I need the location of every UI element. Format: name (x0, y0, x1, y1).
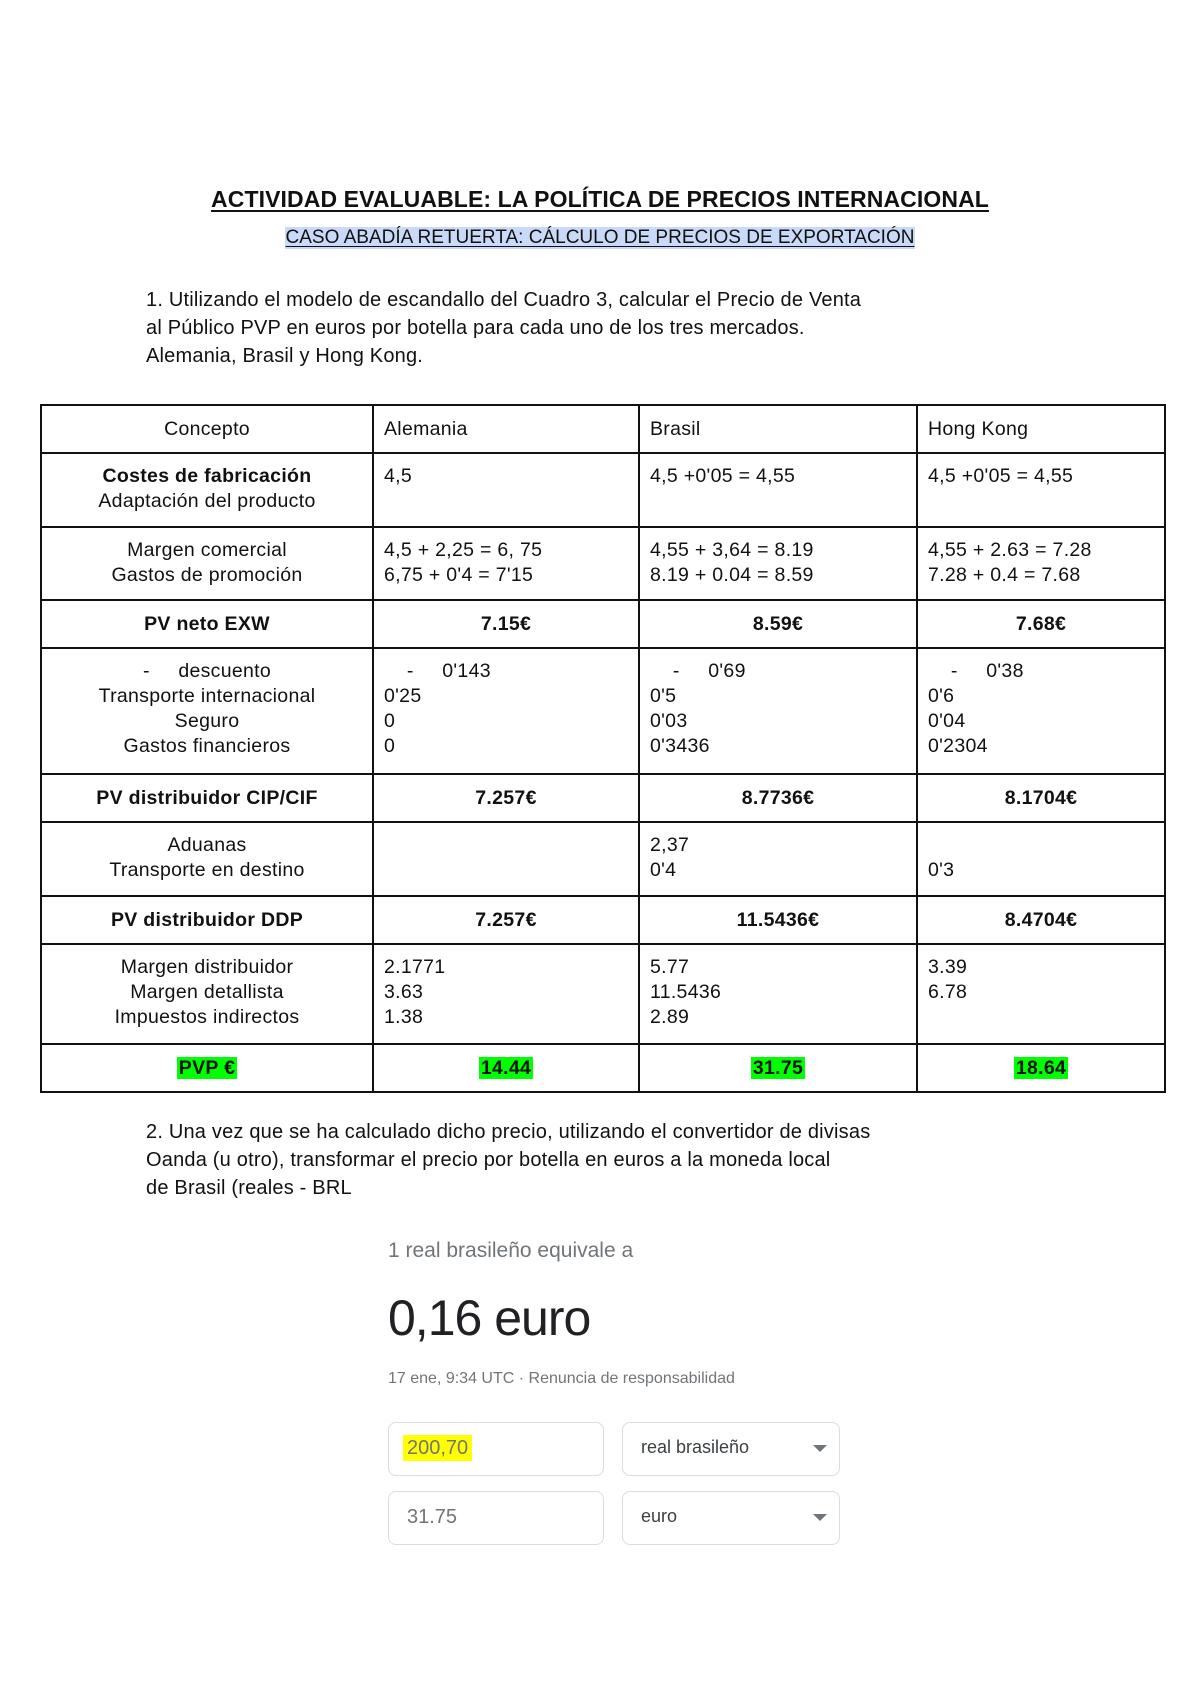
question-1-line: 1. Utilizando el modelo de escandallo del Cuadro 3, calcular el Precio de Venta (146, 289, 862, 311)
brasil-cell (639, 527, 917, 600)
concept-cell (41, 1044, 373, 1092)
value-line: 6,75 + 0'4 = 7'15 (384, 564, 534, 586)
concept-cell: PV neto EXW (41, 600, 373, 648)
value-line: 0'25 (384, 685, 422, 707)
value-line: - 0'143 (384, 660, 491, 682)
table-row-transporte (41, 648, 1165, 774)
value-line: 4,5 + 2,25 = 6, 75 (384, 539, 543, 561)
concept-cell (41, 822, 373, 896)
value-line: 5.77 (650, 956, 690, 978)
alemania-cell (373, 944, 639, 1044)
concept-cell (41, 453, 373, 527)
table-row-margen (41, 527, 1165, 600)
question-2-line: de Brasil (reales - BRL (146, 1177, 352, 1199)
pvp-hongkong: 18.64 (1015, 1056, 1067, 1079)
value-line: 0'5 (650, 685, 677, 707)
header-brasil: Brasil (639, 405, 917, 453)
alemania-cell (373, 1044, 639, 1092)
concept-line: Margen distribuidor (120, 956, 294, 978)
value-line: 3.39 (928, 956, 968, 978)
value-line: 0 (384, 735, 396, 757)
header-concepto: Concepto (41, 405, 373, 453)
concept-line: Margen comercial (127, 539, 287, 561)
value-line: 2,37 (650, 834, 690, 856)
hongkong-cell (917, 822, 1165, 896)
table-row-pv-ddp (41, 896, 1165, 944)
value-line: 8.19 + 0.04 = 8.59 (650, 564, 814, 586)
alemania-cell (373, 527, 639, 600)
value-line: 3.63 (384, 981, 424, 1003)
hongkong-cell (917, 527, 1165, 600)
brasil-cell: 8.59€ (639, 600, 917, 648)
concept-line: Transporte en destino (109, 859, 305, 881)
alemania-cell: 7.257€ (373, 774, 639, 822)
concept-cell (41, 648, 373, 774)
amount-to-input[interactable] (388, 1491, 604, 1545)
table-header-row (41, 405, 1165, 453)
currency-to-select[interactable] (622, 1491, 840, 1545)
table-row-pv-neto-exw (41, 600, 1165, 648)
value-line: 2.89 (650, 1006, 690, 1028)
concept-cell (41, 944, 373, 1044)
converter-heading: 1 real brasileño equivale a (388, 1239, 634, 1262)
value-line: - 0'69 (650, 660, 746, 682)
value-line: 0'3436 (650, 735, 710, 757)
question-1-line: Alemania, Brasil y Hong Kong. (146, 345, 424, 367)
hongkong-cell (917, 1044, 1165, 1092)
header-alemania: Alemania (373, 405, 639, 453)
concept-line: Margen detallista (130, 981, 284, 1003)
amount-to-value: 31.75 (407, 1506, 458, 1528)
table-row-pv-cip-cif (41, 774, 1165, 822)
value-line: 1.38 (384, 1006, 424, 1028)
value-line: 0'2304 (928, 735, 988, 757)
brasil-cell (639, 648, 917, 774)
concept-line: Aduanas (167, 834, 247, 856)
value-line: - 0'38 (928, 660, 1024, 682)
subtitle-wrap (0, 227, 1200, 249)
value-line: 2.1771 (384, 956, 446, 978)
brasil-cell: 8.7736€ (639, 774, 917, 822)
question-1 (146, 286, 1106, 370)
chevron-down-icon (813, 1514, 827, 1521)
question-1-line: al Público PVP en euros por botella para cada uno de los tres mercados. (146, 317, 805, 339)
brasil-cell: 11.5436€ (639, 896, 917, 944)
price-calculation-table (40, 404, 1166, 1093)
pvp-label: PVP € (178, 1056, 236, 1079)
value-line: 7.28 + 0.4 = 7.68 (928, 564, 1081, 586)
alemania-cell (373, 822, 639, 896)
hongkong-cell: 8.1704€ (917, 774, 1165, 822)
value-line: 0'3 (928, 859, 955, 881)
value-line: 0'6 (928, 685, 955, 707)
value-line: 0'03 (650, 710, 688, 732)
amount-from-value: 200,70 (403, 1435, 472, 1461)
alemania-cell (373, 648, 639, 774)
chevron-down-icon (813, 1445, 827, 1452)
value-line: 11.5436 (650, 981, 722, 1003)
converter-result: 0,16 euro (388, 1290, 591, 1346)
question-2-line: 2. Una vez que se ha calculado dicho precio, utilizando el convertidor de divisas (146, 1121, 871, 1143)
question-2-line: Oanda (u otro), transformar el precio por botella en euros a la moneda local (146, 1149, 831, 1171)
value-line: 0'4 (650, 859, 677, 881)
value-line: 0'04 (928, 710, 966, 732)
table-row-aduanas (41, 822, 1165, 896)
brasil-cell (639, 453, 917, 527)
amount-from-input[interactable] (388, 1422, 604, 1476)
header-hongkong: Hong Kong (917, 405, 1165, 453)
document-title: ACTIVIDAD EVALUABLE: LA POLÍTICA DE PRECIOS INTERNACIONAL (211, 186, 989, 212)
value-line: 4,55 + 3,64 = 8.19 (650, 539, 814, 561)
concept-line: Impuestos indirectos (114, 1006, 300, 1028)
alemania-cell (373, 453, 639, 527)
table-row-costes (41, 453, 1165, 527)
document-subtitle: CASO ABADÍA RETUERTA: CÁLCULO DE PRECIOS DE EXPORTACIÓN (285, 227, 915, 248)
currency-to-label: euro (641, 1506, 678, 1526)
hongkong-cell: 8.4704€ (917, 896, 1165, 944)
concept-cell (41, 527, 373, 600)
brasil-cell (639, 944, 917, 1044)
alemania-cell: 7.15€ (373, 600, 639, 648)
concept-line: Costes de fabricación (102, 465, 312, 487)
pvp-alemania: 14.44 (480, 1056, 532, 1079)
table-row-pvp (41, 1044, 1165, 1092)
table-row-margenes (41, 944, 1165, 1044)
value-line: 4,55 + 2.63 = 7.28 (928, 539, 1092, 561)
concept-line: Gastos financieros (123, 735, 291, 757)
concept-line: - descuento (142, 660, 272, 682)
hongkong-cell (917, 453, 1165, 527)
concept-cell: PV distribuidor CIP/CIF (41, 774, 373, 822)
value-line: 4,5 +0'05 = 4,55 (650, 465, 796, 487)
converter-timestamp: 17 ene, 9:34 UTC · Renuncia de responsabilidad (388, 1370, 735, 1387)
value-line: 0 (384, 710, 396, 732)
hongkong-cell (917, 648, 1165, 774)
currency-from-select[interactable] (622, 1422, 840, 1476)
question-2 (146, 1118, 1106, 1202)
value-line: 4,5 (384, 465, 413, 487)
value-line: 4,5 +0'05 = 4,55 (928, 465, 1074, 487)
hongkong-cell (917, 944, 1165, 1044)
concept-line: Adaptación del producto (98, 490, 316, 512)
concept-line: Transporte internacional (98, 685, 316, 707)
currency-from-label: real brasileño (641, 1437, 750, 1457)
value-line (928, 833, 1154, 858)
concept-cell: PV distribuidor DDP (41, 896, 373, 944)
brasil-cell (639, 822, 917, 896)
value-line: 6.78 (928, 981, 968, 1003)
concept-line: Gastos de promoción (111, 564, 303, 586)
concept-line: Seguro (174, 710, 240, 732)
hongkong-cell: 7.68€ (917, 600, 1165, 648)
pvp-brasil: 31.75 (752, 1056, 804, 1079)
brasil-cell (639, 1044, 917, 1092)
alemania-cell: 7.257€ (373, 896, 639, 944)
